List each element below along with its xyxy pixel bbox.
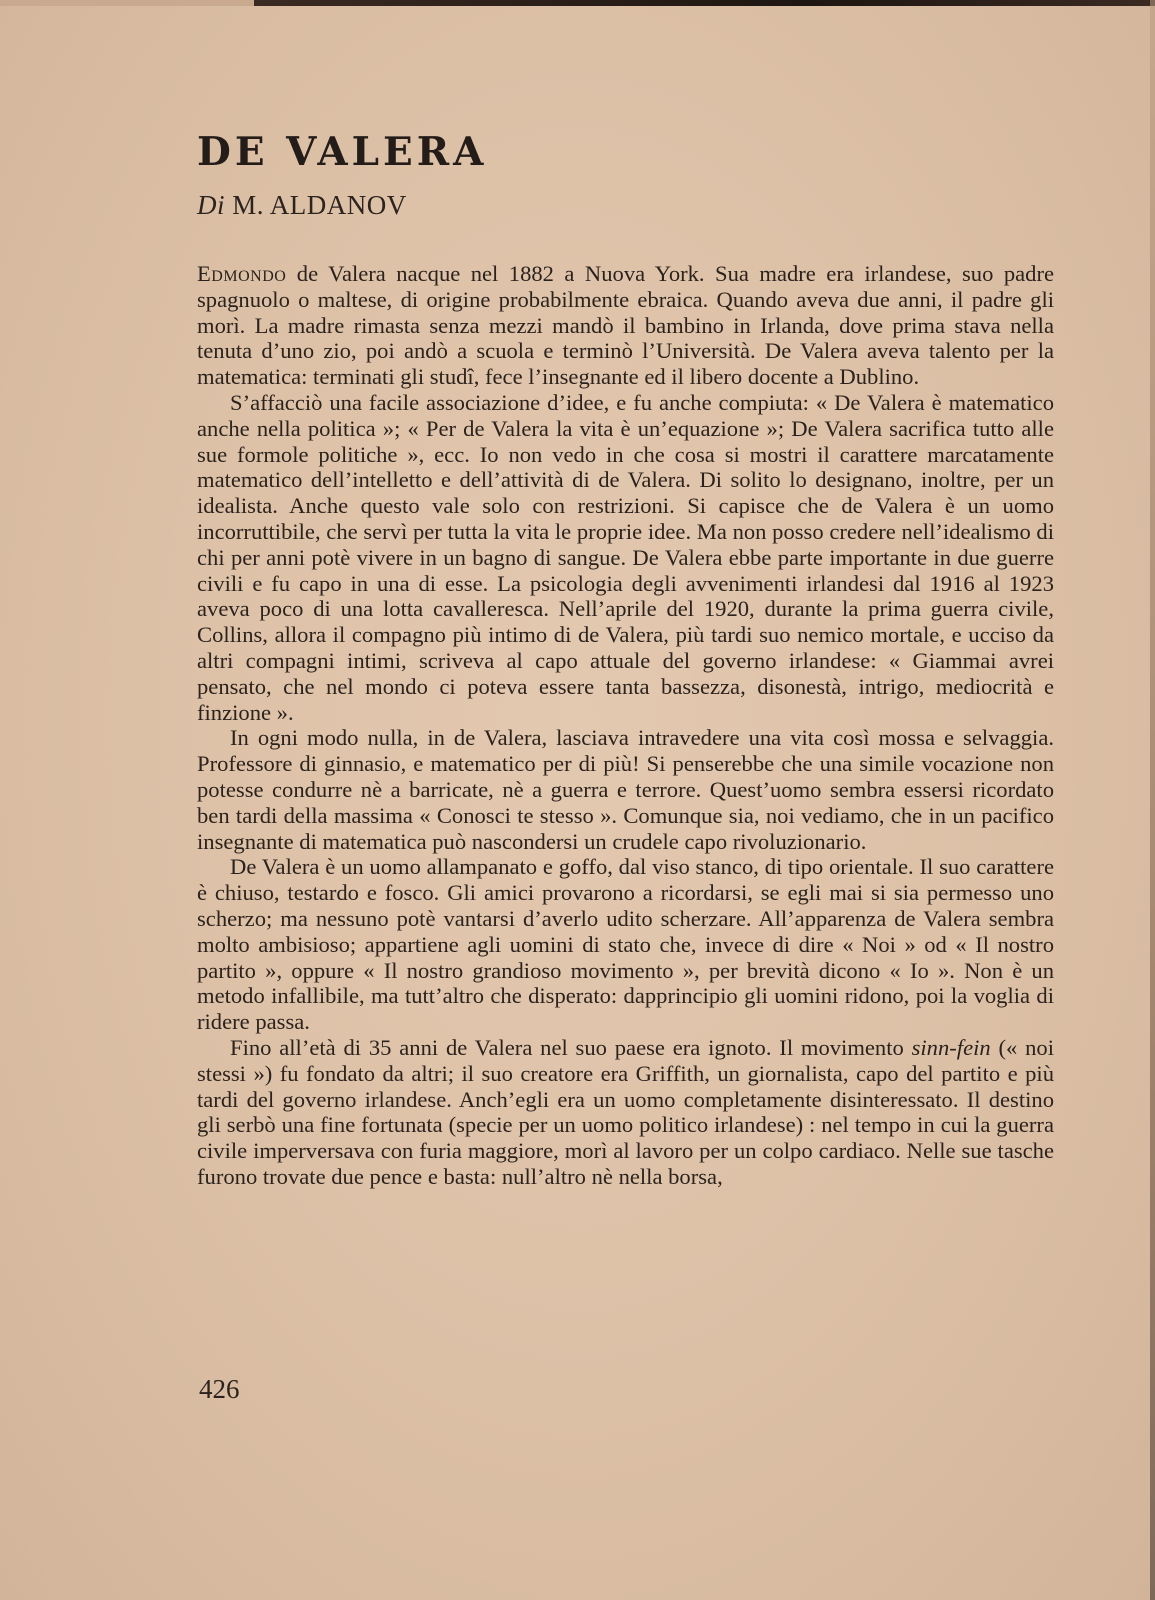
page-right-edge: [1150, 0, 1155, 1600]
article-byline: [197, 190, 1054, 221]
byline-author: M. ALDANOV: [232, 190, 407, 220]
paragraph-5-start: Fino all’età di 35 anni de Valera nel suo paese era ignoto. Il movimento: [230, 1034, 912, 1060]
page-top-edge: [0, 0, 1155, 6]
paragraph-5-rest: (« noi stessi ») fu fondato da altri; il suo creatore era Griffith, un giornalista, capo del partito e più tardi del governo irlandese. Anch’egli era un uomo completamente disinteressato. Il destino gli serbò una fine fortunata (specie per un uomo politico irlandese) : nel tempo in cui la guerra civile imperversava con furia maggiore, morì al lavoro per un colpo cardiaco. Nelle sue tasche furono trovate due pence e basta: null’altro nè nella borsa,: [197, 1034, 1054, 1189]
paragraph-3: In ogni modo nulla, in de Valera, lasciava intravedere una vita così mossa e selvaggia. Professore di ginnasio, e matematico per di più! Si penserebbe che una simile vocazione non potesse condurre nè a barricate, nè a guerra e terrore. Quest’uomo sembra essersi ricordato ben tardi della massima « Conosci te stesso ». Comunque sia, noi vediamo, che in un pacifico insegnante di matematica può nascondersi un crudele capo rivoluzionario.: [197, 725, 1054, 854]
paragraph-5: [197, 1035, 1054, 1190]
paragraph-5-italic: sinn-fein: [911, 1034, 991, 1060]
paragraph-2: S’affacciò una facile associazione d’idee, e fu anche compiuta: « De Valera è matematico anche nella politica »; « Per de Valera la vita è un’equazione »; De Valera sacrifica tutto alle sue formole politiche », ecc. Io non vedo in che cosa si mostri il carattere marcatamente matematico dell’intelletto e dell’attività di de Valera. Di solito lo designano, inoltre, per un idealista. Anche questo vale solo con restrizioni. Si capisce che de Valera è un uomo incorruttibile, che servì per tutta la vita le proprie idee. Ma non posso credere nell’idealismo di chi per anni potè vivere in un bagno di sangue. De Valera ebbe parte importante in due guerre civili e fu capo in una di esse. La psicologia degli avvenimenti irlandesi dal 1916 al 1923 aveva poco di una lotta cavalleresca. Nell’aprile del 1920, durante la prima guerra civile, Collins, allora il compagno più intimo di de Valera, più tardi suo nemico mortale, e ucciso da altri compagni intimi, scriveva al capo attuale del governo irlandese: « Giammai avrei pensato, che nel mondo ci poteva essere tanta bassezza, disonestà, intrigo, mediocrità e finzione ».: [197, 389, 1054, 725]
first-word: Edmondo: [197, 261, 287, 286]
paragraph-1-text: de Valera nacque nel 1882 a Nuova York. Sua madre era irlandese, suo padre spagnuolo o maltese, di origine probabilmente ebraica. Quando aveva due anni, il padre gli morì. La madre rimasta senza mezzi mandò il bambino in Irlanda, dove prima stava nella tenuta d’uno zio, poi andò a scuola e terminò l’Università. De Valera aveva talento per la matematica: terminati gli studî, fece l’insegnante ed il libero docente a Dublino.: [197, 261, 1054, 390]
article-body: [197, 261, 1054, 1190]
paragraph-4: De Valera è un uomo allampanato e goffo, dal viso stanco, di tipo orientale. Il suo carattere è chiuso, testardo e fosco. Gli amici provarono a ricordarsi, se egli mai si sia permesso uno scherzo; ma nessuno potè vantarsi d’averlo udito scherzare. All’apparenza de Valera sembra molto ambisioso; appartiene agli uomini di stato che, invece di dire « Noi » od « Il nostro partito », oppure « Il nostro grandioso movimento », per brevità dicono « Io ». Non è un metodo infallibile, ma tutt’altro che disperato: dapprincipio gli uomini ridono, poi la voglia di ridere passa.: [197, 854, 1054, 1035]
article: [197, 128, 1054, 1190]
byline-prefix: Di: [197, 190, 225, 220]
article-title: DE VALERA: [197, 129, 488, 175]
page-number: 426: [199, 1374, 240, 1404]
paragraph-1: [197, 261, 1054, 390]
